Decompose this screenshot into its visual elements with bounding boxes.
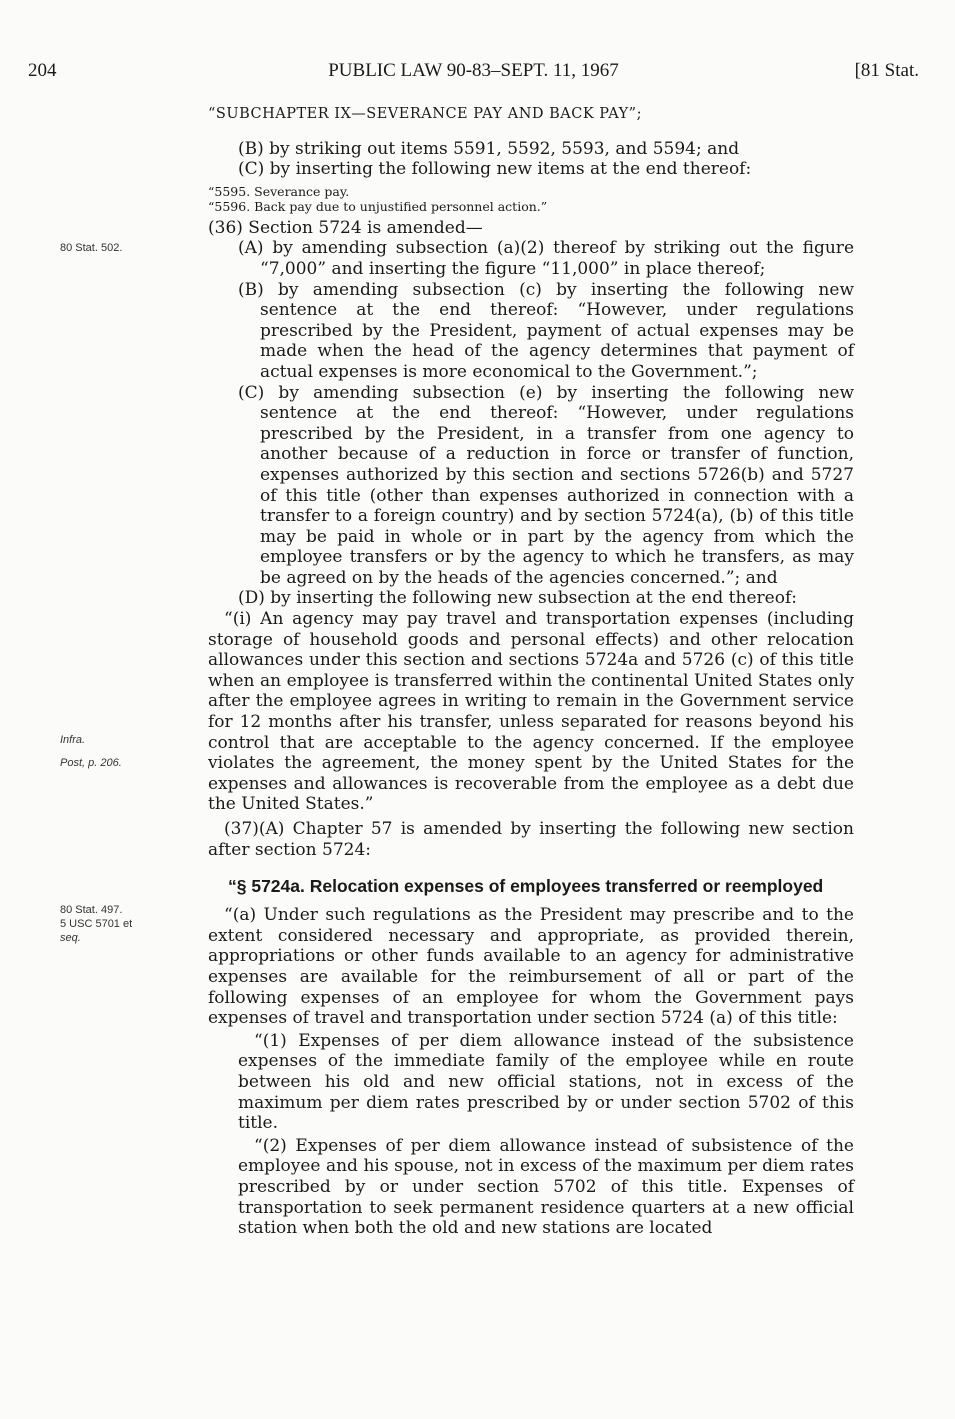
item: “5595. Severance pay. [208,183,350,199]
paragraph: (B) by amending subsection (c) by inserting the following new sentence at the end thereof: “However, under regulations prescribed by the President, payment of actual expenses may be made when the head of the agency determines that payment of actual expenses is more economical to the Government.”; [238,279,854,382]
page-header [28,60,919,90]
margin-note: 80 Stat. 497. 5 USC 5701 et seq. [60,904,133,944]
paragraph: (A) by amending subsection (a)(2) thereof by striking out the figure “7,000” and inserting the figure “11,000” in place thereof; [238,238,854,279]
quoted-subsection: “(i) An agency may pay travel and transportation expenses (including storage of household goods and personal effects) and other relocation allowances under this section and sections 5724a and 5726 (c) of this title when an employee is transferred within the continental United States only after the employee agrees in writing to remain in the Government service for 12 months after his transfer, unless separated for reasons beyond his control that are acceptable to the agency concerned. If the employee violates the agreement, the money spent by the United States for the expenses and allowances is recoverable from the employee as a debt due the United States.” [208,609,854,815]
paragraph: (C) by amending subsection (e) by inserting the following new sentence at the end thereof: “However, under regulations prescribed by the President, in a transfer from one agency to another because of a reduction in force or transfer of function, expenses authorized by this section and sections 5726(b) and 5727 of this title (other than expenses authorized in connection with a transfer to a foreign country) and by section 5724(a), (b) of this title may be paid in whole or in part by the agency from which the employee transfers or by the agency to which he transfers, as may be agreed on by the heads of the agencies concerned.”; and [238,382,854,588]
item: “5596. Back pay due to unjustified personnel action.” [208,198,548,214]
page-title: PUBLIC LAW 90-83–SEPT. 11, 1967 [328,60,619,81]
margin-note: Infra. [60,734,86,746]
section-heading: “§ 5724a. Relocation expenses of employees transferred or reemployed [228,876,824,897]
statute-reference: [81 Stat. [854,60,919,81]
margin-note: 80 Stat. 502. [60,242,123,254]
quoted-subsection: “(a) Under such regulations as the President may prescribe and to the extent considered necessary and appropriate, as provided therein, appropriations or other funds available to an agency for administrative expenses are available for the reimbursement of all or part of the following expenses of an employee for whom the Government pays expenses of travel and transportation under section 5724 (a) of this title: [208,905,854,1029]
paragraph: (36) Section 5724 is amended— [208,217,483,238]
subchapter-heading: “SUBCHAPTER IX—SEVERANCE PAY AND BACK PAY”; [208,106,642,122]
paragraph: (37)(A) Chapter 57 is amended by inserting the following new section after section 5724: [208,819,854,860]
paragraph: (C) by inserting the following new items at the end thereof: [238,159,752,180]
margin-note: Post, p. 206. [60,757,122,769]
quoted-paragraph: “(2) Expenses of per diem allowance instead of subsistence of the employee and his spouse, not in excess of the maximum per diem rates prescribed by or under section 5702 of this title. Expenses of transportation to seek permanent residence quarters at a new official station when both the old and new stations are located [238,1135,854,1239]
quoted-paragraph: “(1) Expenses of per diem allowance instead of the subsistence expenses of the immediate family of the employee while en route between his old and new official stations, not in excess of the maximum per diem rates prescribed by or under section 5702 of this title. [238,1030,854,1134]
page-number: 204 [28,60,57,81]
paragraph: (D) by inserting the following new subsection at the end thereof: [238,588,797,609]
paragraph: (B) by striking out items 5591, 5592, 5593, and 5594; and [238,138,740,159]
body-text [208,104,854,1239]
